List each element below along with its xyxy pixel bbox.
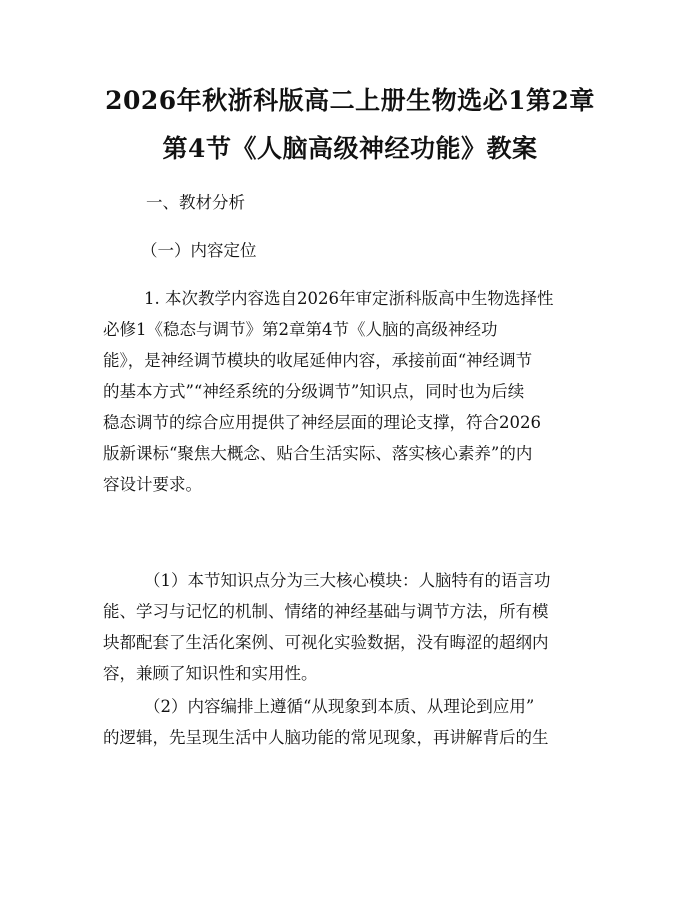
paragraph-line: 能》，是神经调节模块的收尾延伸内容，承接前面“神经调节 xyxy=(103,351,533,370)
paragraph-line: 能、学习与记忆的机制、情绪的神经基础与调节方法，所有模 xyxy=(103,602,549,621)
paragraph-content-source xyxy=(103,283,598,500)
paragraph-line: 的基本方式”“神经系统的分级调节”知识点，同时也为后续 xyxy=(103,382,525,401)
paragraph-line: 1. 本次教学内容选自2026年审定浙科版高中生物选择性 xyxy=(144,289,554,308)
section-heading-textbook-analysis: 一、教材分析 xyxy=(146,193,245,212)
paragraph-line: 容，兼顾了知识性和实用性。 xyxy=(103,664,318,683)
document-title-line-1: 2026年秋浙科版高二上册生物选必1第2章 xyxy=(105,86,595,115)
paragraph-line: 块都配套了生活化案例、可视化实验数据，没有晦涩的超纲内 xyxy=(103,633,549,652)
paragraph-line: （1）本节知识点分为三大核心模块：人脑特有的语言功 xyxy=(144,571,551,590)
document-title-line-2: 第4节《人脑高级神经功能》教案 xyxy=(162,134,538,163)
paragraph-knowledge-modules xyxy=(103,565,598,689)
paragraph-line: 容设计要求。 xyxy=(103,475,202,494)
subsection-heading-content-positioning: （一）内容定位 xyxy=(141,241,257,260)
paragraph-line: 必修1《稳态与调节》第2章第4节《人脑的高级神经功 xyxy=(103,320,498,339)
paragraph-content-arrangement xyxy=(103,691,598,753)
paragraph-line: 版新课标“聚焦大概念、贴合生活实际、落实核心素养”的内 xyxy=(103,444,533,463)
paragraph-line: 的逻辑，先呈现生活中人脑功能的常见现象，再讲解背后的生 xyxy=(103,728,549,747)
paragraph-line: （2）内容编排上遵循“从现象到本质、从理论到应用” xyxy=(144,697,535,716)
paragraph-line: 稳态调节的综合应用提供了神经层面的理论支撑，符合2026 xyxy=(103,413,541,432)
